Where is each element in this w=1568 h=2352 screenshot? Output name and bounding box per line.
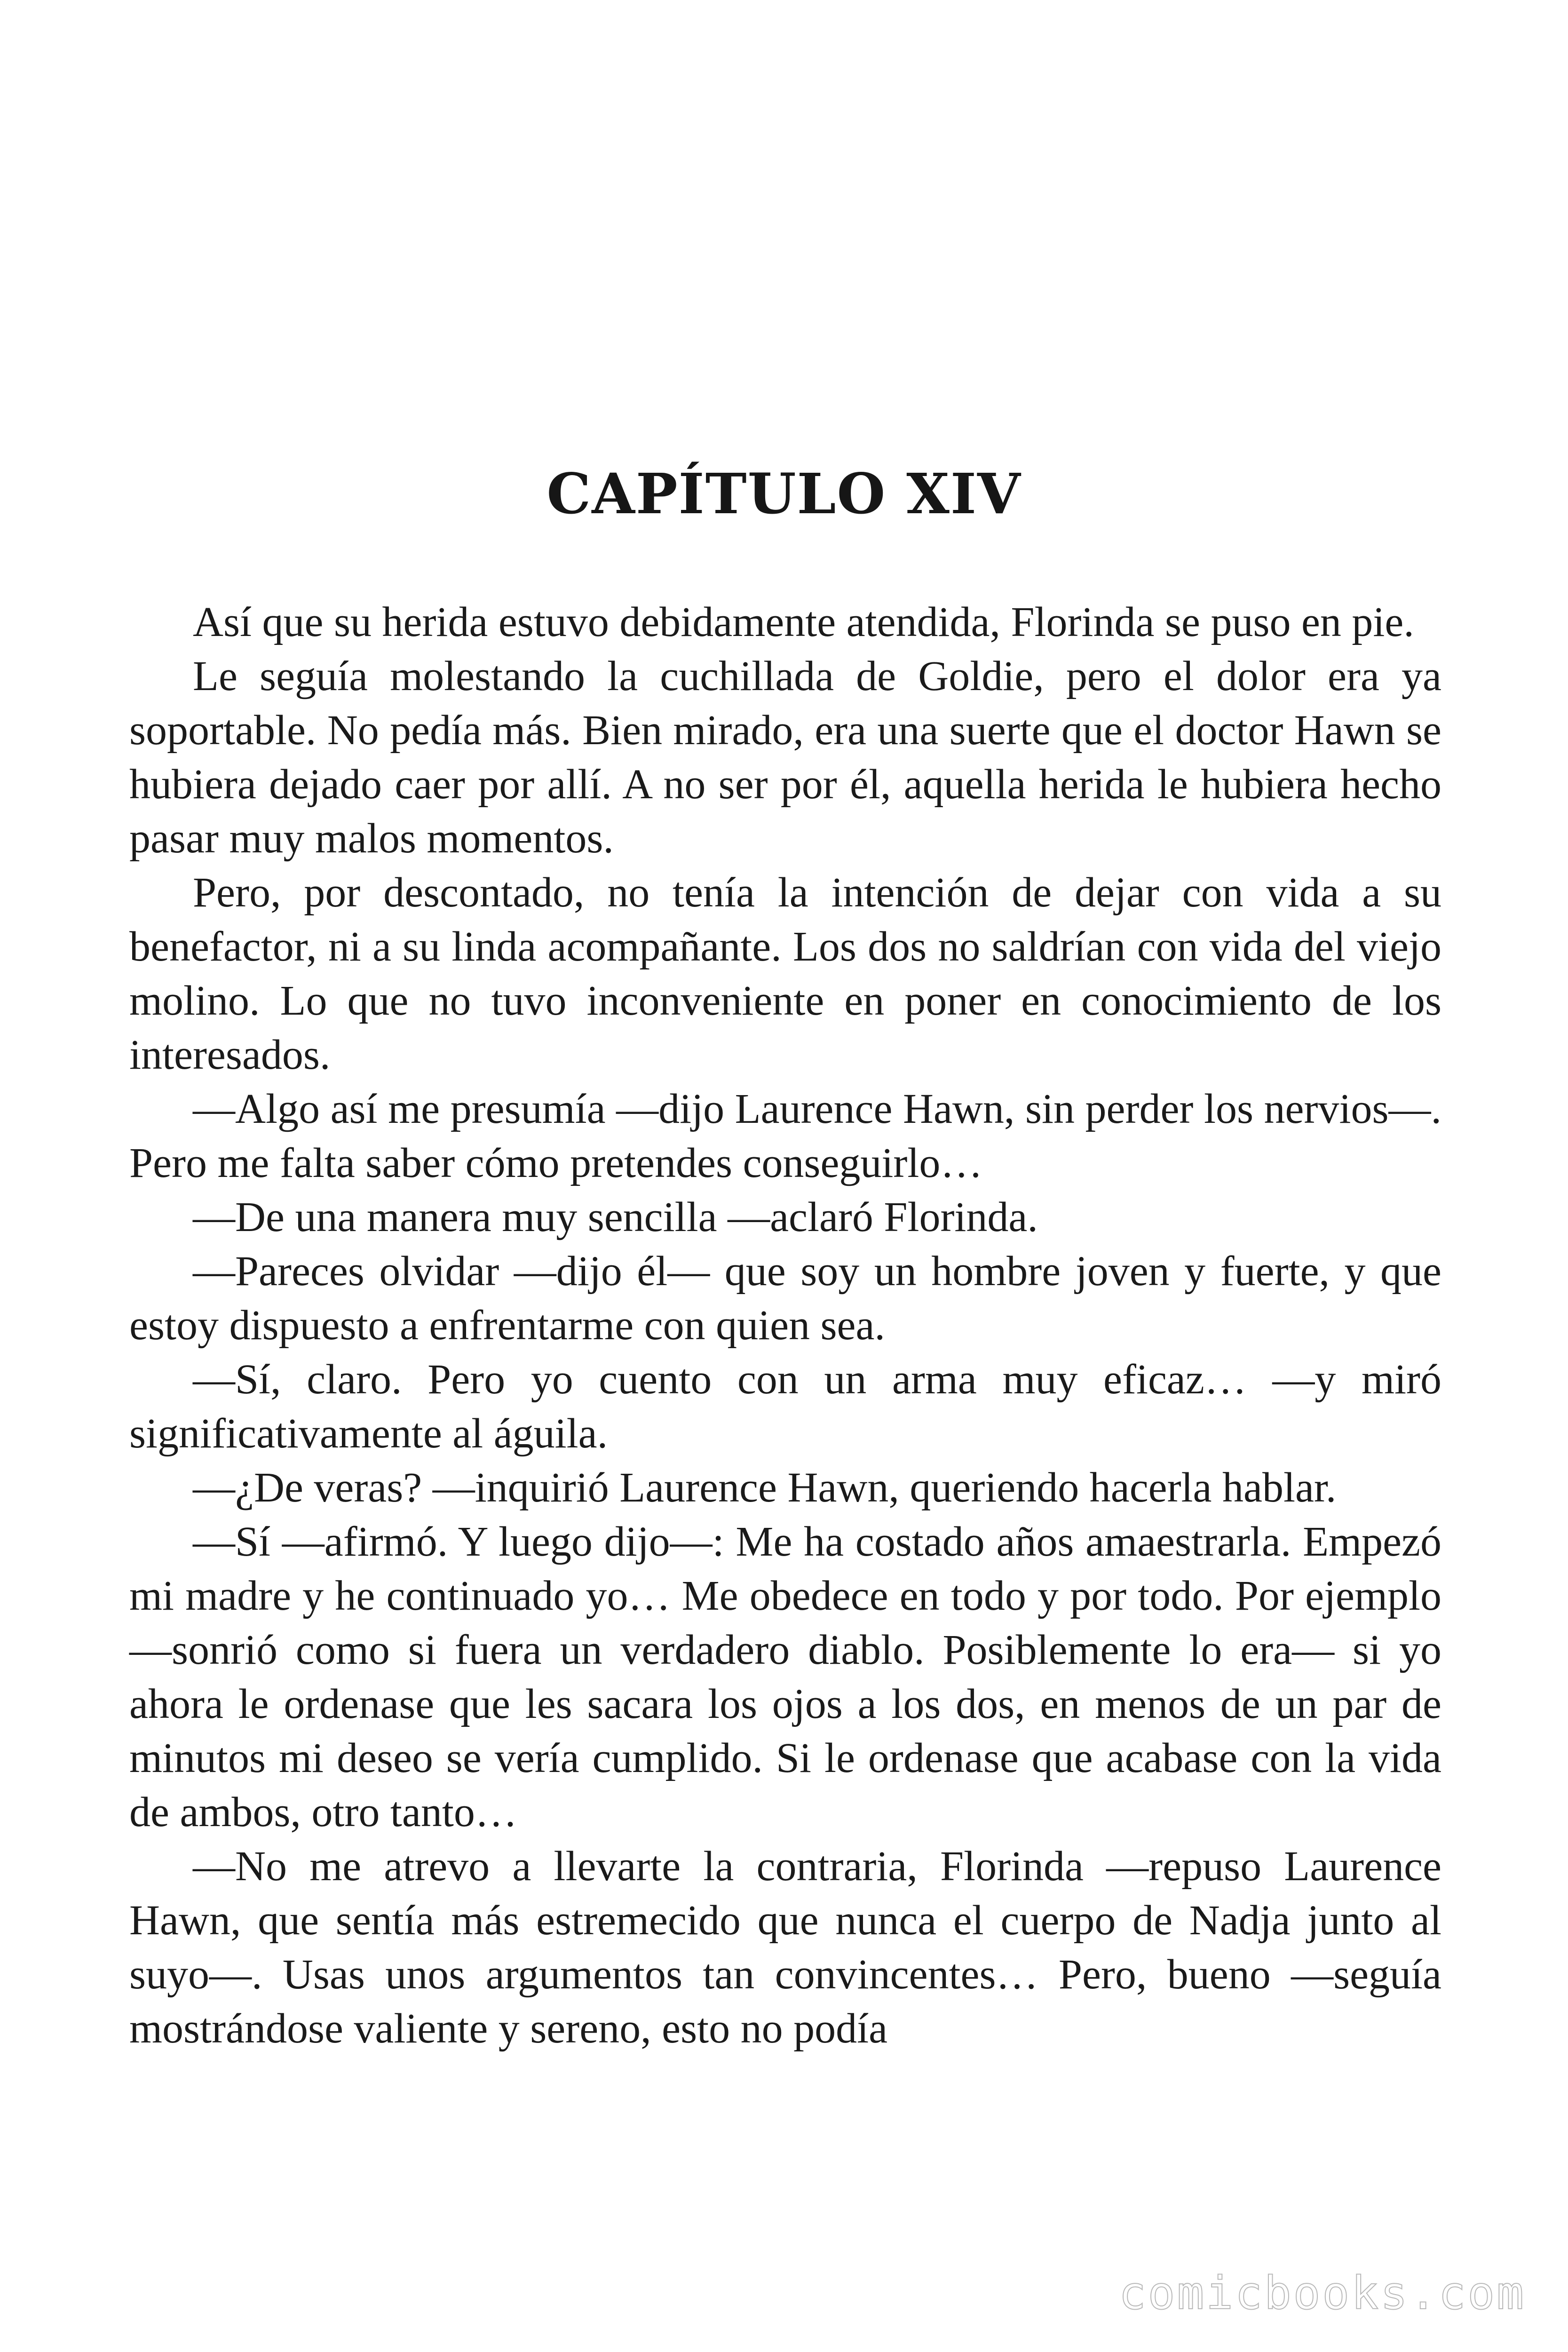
paragraph: —De una manera muy sencilla —aclaró Florinda. — [193, 1194, 1038, 1240]
paragraph: —No me atrevo a llevarte la contraria, Florinda —repuso Laurence Hawn, que sentía más estremecido que nunca el cuerpo de Nadja junto al suyo—. Usas unos argumentos tan convincentes… Pero, bueno —seguía mostrándose valiente y sereno, esto no podía — [129, 1843, 1441, 2052]
paragraph: —Sí —afirmó. Y luego dijo—: Me ha costado años amaestrarla. Empezó mi madre y he continuado yo… Me obedece en todo y por todo. Por ejemplo —sonrió como si fuera un verdadero diablo. Posiblemente lo era— si yo ahora le ordenase que les sacara los ojos a los dos, en menos de un par de minutos mi deseo se vería cumplido. Si le ordenase que acabase con la vida de ambos, otro tanto… — [129, 1518, 1441, 1836]
paragraph: —Algo así me presumía —dijo Laurence Hawn, sin perder los nervios—. Pero me falta saber cómo pretendes conseguirlo… — [129, 1086, 1441, 1186]
paragraph: —¿De veras? —inquirió Laurence Hawn, queriendo hacerla hablar. — [193, 1464, 1337, 1511]
paragraph: Pero, por descontado, no tenía la intención de dejar con vida a su benefactor, ni a su linda acompañante. Los dos no saldrían con vida del viejo molino. Lo que no tuvo inconveniente en poner en conocimiento de los interesados. — [129, 869, 1441, 1078]
watermark: comicbooks.com — [1118, 2267, 1526, 2320]
chapter-title: CAPÍTULO XIV — [546, 461, 1022, 526]
paragraph: —Sí, claro. Pero yo cuento con un arma muy eficaz… —y miró significativamente al águila. — [129, 1356, 1441, 1457]
paragraph: Le seguía molestando la cuchillada de Goldie, pero el dolor era ya soportable. No pedía más. Bien mirado, era una suerte que el doctor Hawn se hubiera dejado caer por allí. A no ser por él, aquella herida le hubiera hecho pasar muy malos momentos. — [129, 653, 1441, 862]
body-text — [129, 595, 1441, 2056]
paragraph: —Pareces olvidar —dijo él— que soy un hombre joven y fuerte, y que estoy dispuesto a enfrentarme con quien sea. — [129, 1248, 1441, 1349]
paragraph: Así que su herida estuvo debidamente atendida, Florinda se puso en pie. — [193, 599, 1414, 645]
